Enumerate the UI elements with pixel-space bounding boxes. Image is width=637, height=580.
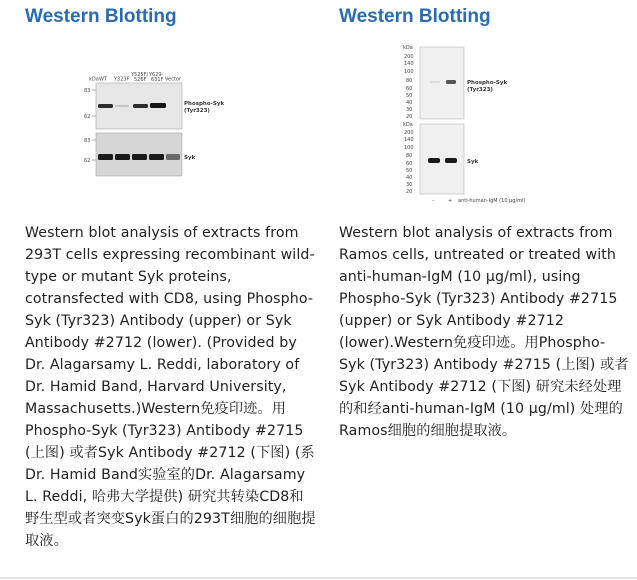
upper-marker-62: 62 [84,114,91,120]
right-kda-lower: kDa [403,122,413,128]
svg-text:30: 30 [406,107,413,113]
right-kda-upper: kDa [403,45,413,51]
treatment-plus: + [448,198,453,204]
lower-marker-62: 62 [84,158,91,164]
lower-label: Syk [184,155,196,161]
right-lower-label: Syk [467,159,479,165]
lane-label-4b: 631F [151,77,164,83]
lower-band-4 [149,154,164,160]
svg-text:200: 200 [404,54,414,60]
upper-label-2: (Tyr323) [184,108,210,114]
right-lower-band-2 [445,158,457,163]
lane-label-5: Vector [165,76,181,83]
svg-text:80: 80 [406,153,413,159]
right-lower-band-1 [428,158,440,163]
svg-text:140: 140 [404,61,414,67]
lane-label-3b: 526F [134,77,147,83]
right-upper-panel [420,47,464,119]
upper-marker-83: 83 [84,88,91,94]
right-heading: Western Blotting [339,6,491,27]
lane-label-1: WT [99,76,107,83]
right-lower-markers [404,130,414,195]
right-upper-band [446,80,456,84]
upper-label-1: Phospho-Syk [184,101,225,107]
svg-text:100: 100 [404,145,414,151]
lower-band-3 [132,154,147,160]
svg-text:80: 80 [406,78,413,84]
lower-marker-83: 83 [84,138,91,144]
svg-text:140: 140 [404,137,414,143]
svg-text:20: 20 [406,114,413,120]
upper-band-y629 [150,103,166,108]
svg-text:50: 50 [406,168,413,174]
right-upper-label-1: Phospho-Syk [467,80,508,86]
lower-band-5 [166,154,180,160]
left-heading: Western Blotting [25,6,177,27]
svg-text:50: 50 [406,93,413,99]
left-blot-figure [82,72,262,192]
left-kda-label: kDa [89,76,99,83]
svg-text:60: 60 [406,86,413,92]
right-upper-label-2: (Tyr323) [467,87,493,93]
svg-text:40: 40 [406,175,413,181]
lane-label-2: Y323F [114,76,130,83]
right-upper-markers [404,54,414,120]
upper-band-wt [98,104,113,108]
right-lower-panel [420,124,464,194]
treatment-label: anti-human-IgM (10 µg/ml) [458,198,526,204]
right-blot-figure [401,44,551,208]
lower-band-1 [98,154,113,160]
lower-band-2 [115,154,130,160]
right-caption: Western blot analysis of extracts from Ramos cells, untreated or treated with anti-human-IgM (10 µg/ml), using Phospho-Syk (Tyr323) Antibody #2715 (upper) or Syk Antibody #2712 (lower).Western免疫印迹。用Phospho-Syk (Tyr323) Antibody #2715 (上图) 或者Syk Antibody #2712 (下图) 研究未经处理的和经anti-human-IgM (10 µg/ml) 处理的Ramos细胞的细胞提取液。 [339,225,629,439]
lane-label-3a: Y525F/ [131,72,149,78]
page-bottom-rule [0,577,637,579]
svg-text:100: 100 [404,69,414,75]
upper-band-y525f [133,104,148,108]
svg-text:60: 60 [406,161,413,167]
svg-text:30: 30 [406,182,413,188]
svg-text:200: 200 [404,130,414,136]
lane-label-4a: Y629- [149,72,164,78]
left-caption: Western blot analysis of extracts from 293T cells expressing recombinant wild-type or mutant Syk proteins, cotransfected with CD8, using Phospho-Syk (Tyr323) Antibody (upper) or Syk Antibody #2712 (lower). (Provided by Dr. Alagarsamy L. Reddi, laboratory of Dr. Hamid Band, Harvard University, Massachusetts.)Western免疫印迹。用Phospho-Syk (Tyr323) Antibody #2715 (上图) 或者Syk Antibody #2712 (下图) (系Dr. Hamid Band实验室的Dr. Alagarsamy L. Reddi, 哈弗大学提供) 研究共转染CD8和野生型或者突变Syk蛋白的293T细胞的细胞提取液。 [25,225,316,549]
svg-text:20: 20 [406,189,413,195]
svg-text:40: 40 [406,100,413,106]
treatment-minus: – [432,198,435,204]
